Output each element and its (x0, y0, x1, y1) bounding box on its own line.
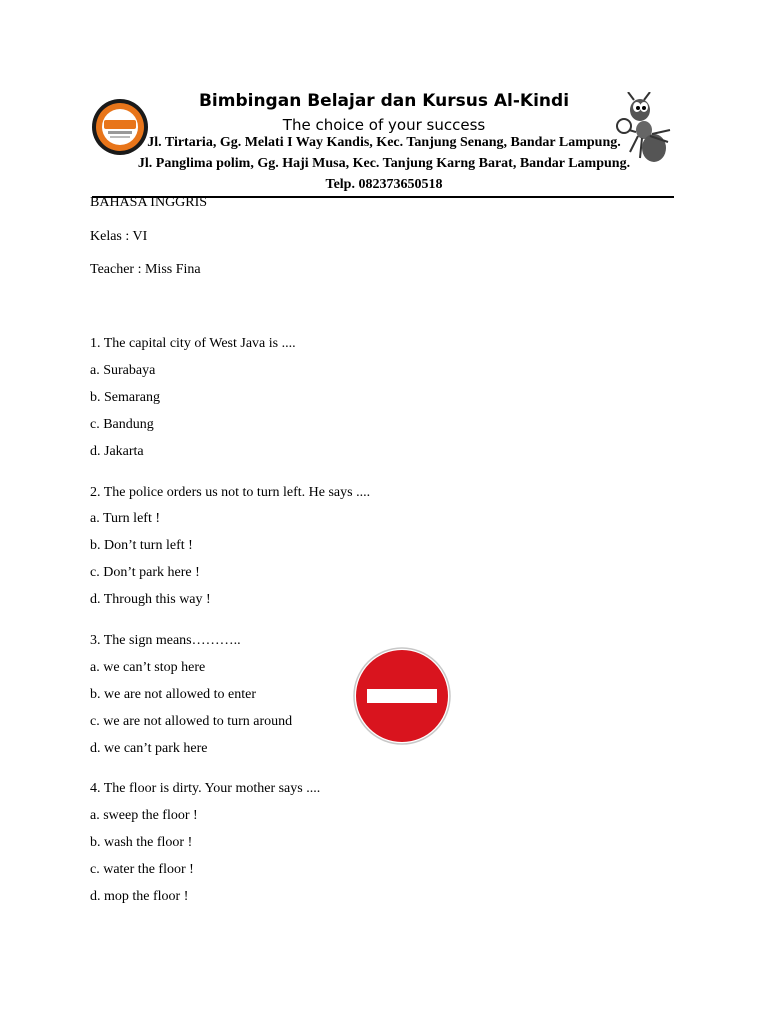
question-2-option-c: c. Don’t park here ! (90, 565, 200, 580)
question-1-option-c: c. Bandung (90, 417, 154, 432)
question-3-option-d: d. we can’t park here (90, 741, 208, 756)
question-3: 3. The sign means……….. (90, 633, 241, 648)
question-4-option-c: c. water the floor ! (90, 862, 194, 877)
question-4-option-b: b. wash the floor ! (90, 835, 193, 850)
teacher-label: Teacher : Miss Fina (90, 262, 201, 277)
question-3-option-a: a. we can’t stop here (90, 660, 206, 675)
question-1-option-b: b. Semarang (90, 390, 160, 405)
question-3-option-b: b. we are not allowed to enter (90, 687, 256, 702)
class-label: Kelas : VI (90, 229, 148, 244)
question-4-option-a: a. sweep the floor ! (90, 808, 198, 823)
question-4: 4. The floor is dirty. Your mother says .... (90, 781, 321, 796)
question-2-option-a: a. Turn left ! (90, 511, 160, 526)
institution-title: Bimbingan Belajar dan Kursus Al-Kindi (198, 91, 570, 111)
question-2: 2. The police orders us not to turn left. He says .... (90, 485, 371, 500)
phone-number: Telp. 082373650518 (325, 177, 443, 192)
institution-tagline: The choice of your success (282, 116, 486, 134)
question-2-option-b: b. Don’t turn left ! (90, 538, 193, 553)
question-1-option-d: d. Jakarta (90, 444, 144, 459)
question-1-option-a: a. Surabaya (90, 363, 156, 378)
address-line-1: Jl. Tirtaria, Gg. Melati I Way Kandis, Kec. Tanjung Senang, Bandar Lampung. (147, 135, 621, 150)
question-4-option-d: d. mop the floor ! (90, 889, 189, 904)
subject-label: BAHASA INGGRIS (90, 195, 208, 210)
question-2-option-d: d. Through this way ! (90, 592, 211, 607)
address-line-2: Jl. Panglima polim, Gg. Haji Musa, Kec. Tanjung Karng Barat, Bandar Lampung. (137, 156, 631, 171)
no-entry-sign-icon (352, 646, 452, 746)
question-3-option-c: c. we are not allowed to turn around (90, 714, 293, 729)
question-1: 1. The capital city of West Java is .... (90, 336, 296, 351)
